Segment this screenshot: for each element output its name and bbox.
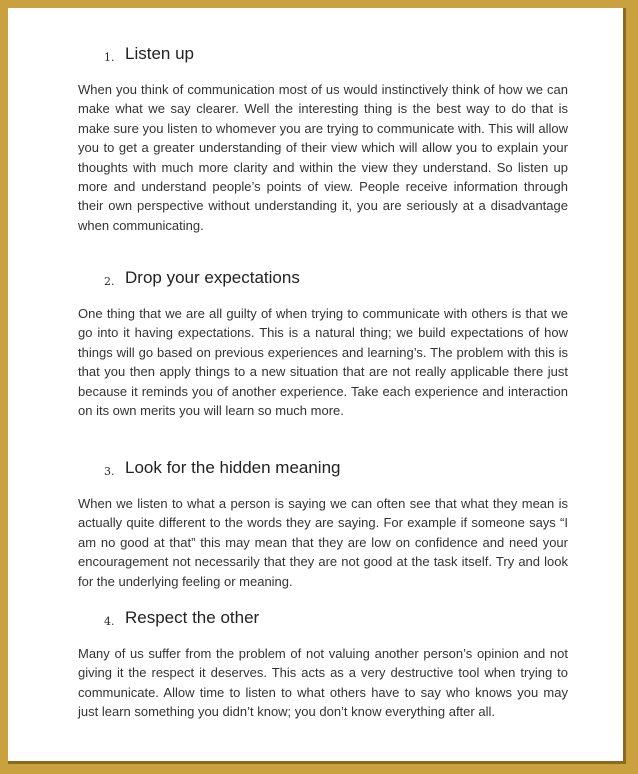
- section-body: When we listen to what a person is saying we can often see that what they mean is actually quite different to the words they are saying. For example if someone says “I am no good at that” this may mean that they are low on confidence and need your encouragement not necessarily that they are not good at the task itself. Try and look for the underlying feeling or meaning.: [78, 496, 568, 589]
- section-title: Respect the other: [125, 608, 260, 627]
- section-respect-the-other: [78, 608, 568, 722]
- section-body: Many of us suffer from the problem of not valuing another person’s opinion and not giving it the respect it deserves. This acts as a very destructive tool when trying to communicate. Allow time to listen to what others have to say who knows you may just learn something you didn’t know; you don’t know everything after all.: [78, 646, 568, 720]
- section-drop-your-expectations: [78, 268, 568, 420]
- section-title: Drop your expectations: [125, 268, 300, 287]
- section-number: 4.: [104, 615, 115, 628]
- section-number: 1.: [104, 51, 115, 64]
- section-listen-up: [78, 44, 568, 235]
- section-heading: [78, 608, 568, 634]
- section-body: One thing that we are all guilty of when trying to communicate with others is that we go into it having expectations. This is a natural thing; we build expectations of how things will go based on previous experiences and learning’s. The problem with this is that you then apply things to a new situation that are not really applicable there just because it reminds you of another experience. Take each experience and interaction on its own merits you will learn so much more.: [78, 306, 568, 419]
- section-number: 2.: [104, 275, 115, 288]
- section-look-for-the-hidden-meaning: [78, 458, 568, 591]
- section-number: 3.: [104, 465, 115, 478]
- section-heading: [78, 458, 568, 484]
- section-title: Look for the hidden meaning: [125, 458, 341, 477]
- section-title: Listen up: [125, 44, 194, 63]
- document-page: [8, 8, 626, 764]
- section-body: When you think of communication most of us would instinctively think of how we can make what we say clearer. Well the interesting thing is the best way to do that is make sure you listen to whomever you are trying to communicate with. This will allow you to get a greater understanding of their view which will allow you to explain your thoughts with much more clarity and within the view they understand. So listen up more and understand people’s points of view. People receive information through their own perspective without understanding it, you are seriously at a disadvantage when communicating.: [78, 82, 568, 233]
- section-heading: [78, 44, 568, 70]
- section-heading: [78, 268, 568, 294]
